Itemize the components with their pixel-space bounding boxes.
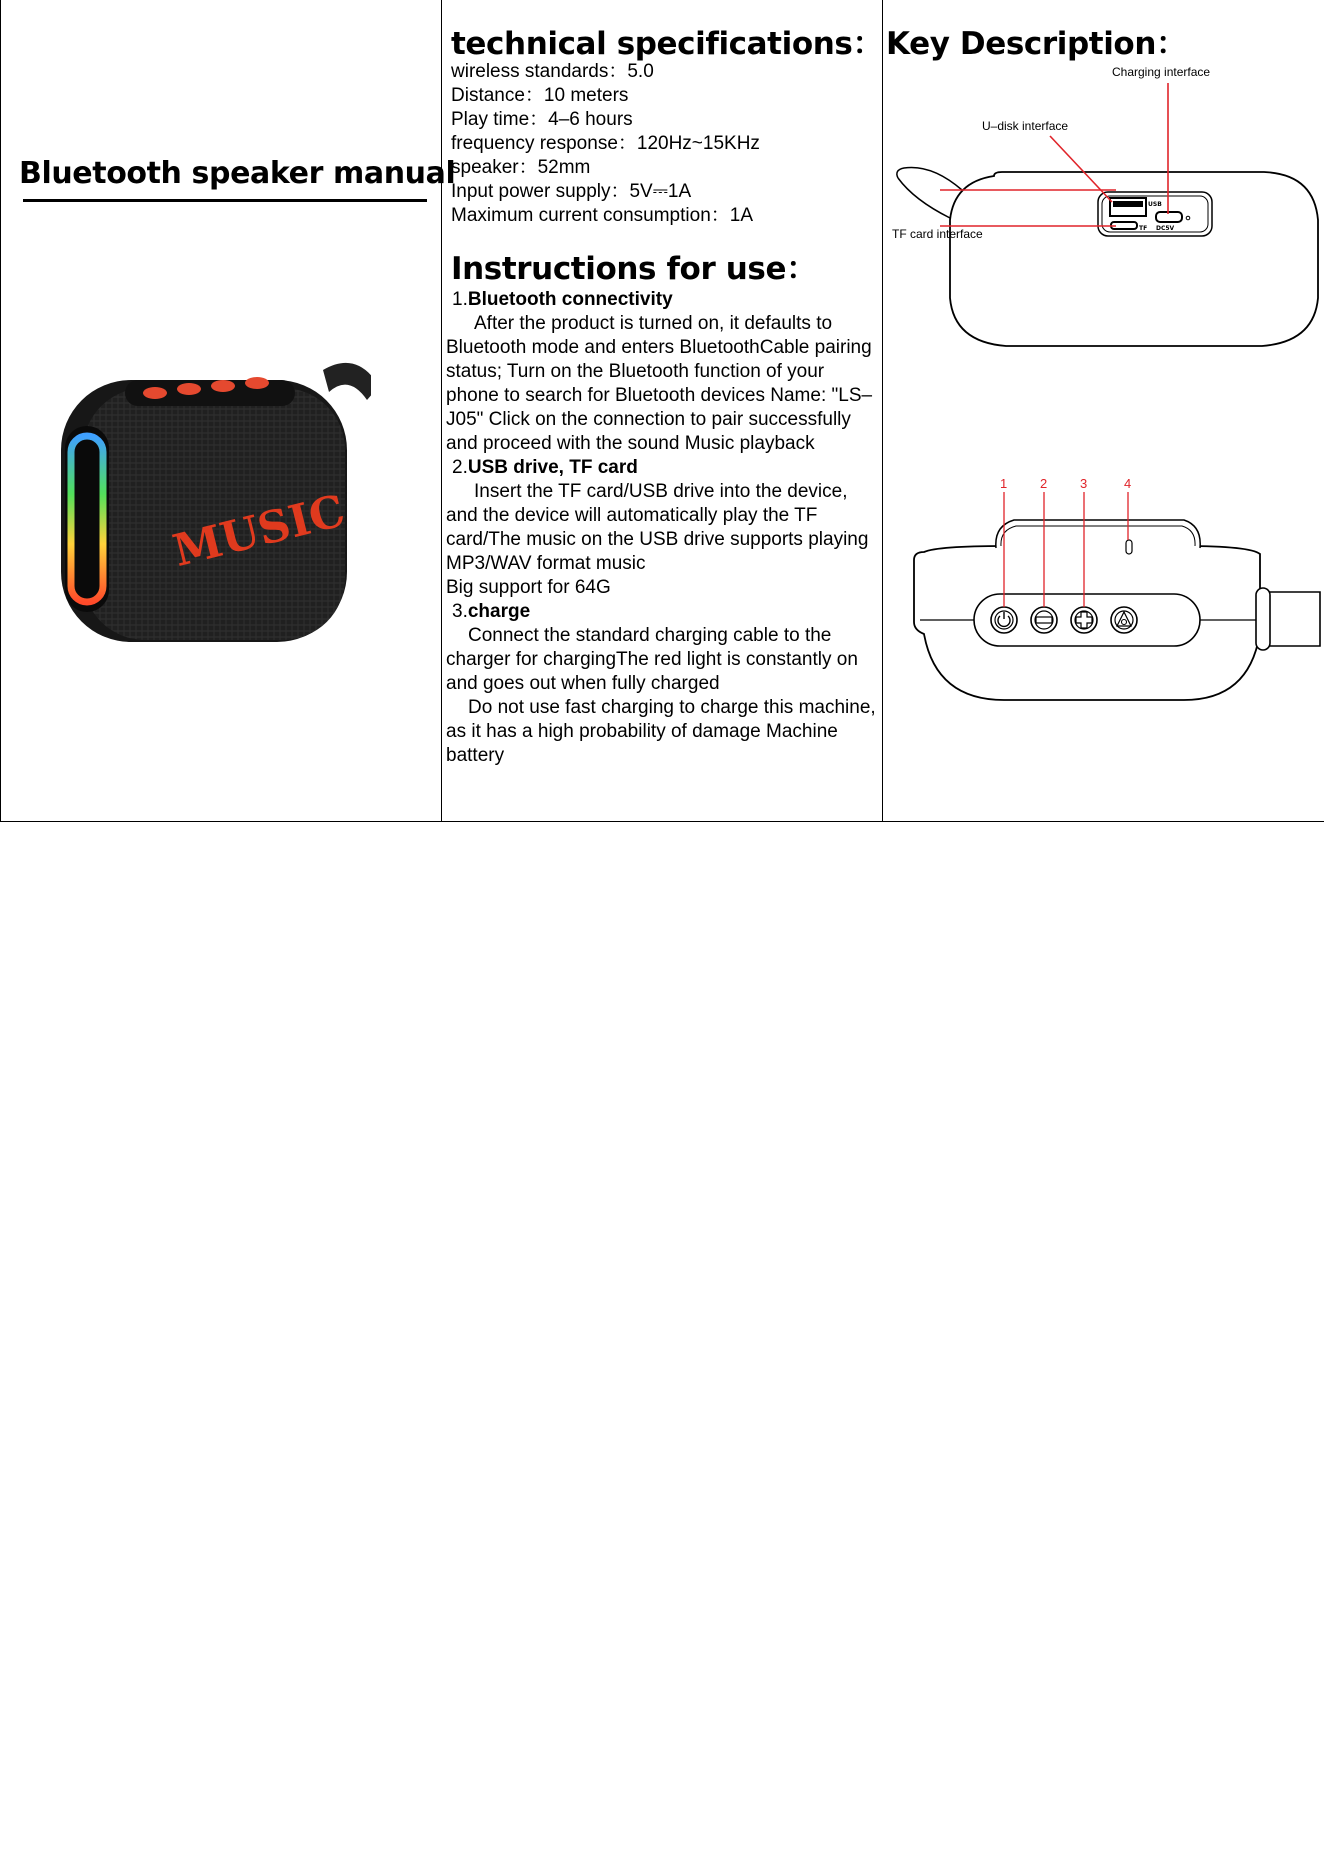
section-text-bluetooth: After the product is turned on, it defaults to Bluetooth mode and enters BluetoothCable pairing status; Turn on the Bluetooth function of your phone to search for Bluetooth devices Name: "LS–J05" Click on the connection to pair successfully and proceed with the sound Music playback [446,313,873,454]
section-title-bluetooth: 1.Bluetooth connectivity [452,289,673,310]
key-diagram [884,60,1322,760]
section-text-charge-1: Connect the standard charging cable to the charger for chargingThe red light is constantly on and goes out when fully charged [446,625,858,694]
charging-interface-label: Charging interface [1112,65,1211,79]
spec-item: Input power supply：5V⎓1A [451,181,692,202]
u-disk-interface-label: U–disk interface [982,119,1069,133]
svg-text:TF: TF [1139,225,1148,232]
top-button [245,377,269,389]
tf-card-interface-label: TF card interface [892,227,983,241]
section-text-usb: Insert the TF card/USB drive into the device, and the device will automatically play the TF card/The music on the USB drive supports playing MP3/WAV format music [446,481,869,574]
left-column [0,0,456,821]
mode-icon [1111,607,1137,633]
power-icon [991,607,1017,633]
top-button [143,387,167,399]
top-buttons-diagram [914,476,1320,700]
top-button [211,380,235,392]
manual-sheet [0,0,1324,822]
button-number-1: 1 [1000,476,1008,491]
key-description-heading: Key Description： [886,26,1187,62]
spec-item: speaker：52mm [451,157,591,178]
top-button [177,383,201,395]
minus-icon [1031,607,1057,633]
section-text-charge-2: Do not use fast charging to charge this machine, as it has a high probability of damage Machine battery [446,697,876,766]
instructions-body [446,288,882,768]
back-panel-diagram [897,167,1318,346]
dc-port [1156,212,1182,222]
spec-item: frequency response：120Hz~15KHz [451,133,760,154]
button-number-2: 2 [1040,476,1048,491]
spec-item: wireless standards：5.0 [451,61,654,82]
button-number-4: 4 [1124,476,1132,491]
manual-title: Bluetooth speaker manual [19,156,456,191]
section-text-usb-extra: Big support for 64G [446,577,611,598]
speaker-product-image [61,340,371,650]
specs-heading: technical specifications： [451,26,884,62]
section-title-usb: 2.USB drive, TF card [452,457,638,478]
spec-item: Distance：10 meters [451,85,629,106]
button-number-3: 3 [1080,476,1088,491]
music-logo: MUSIC [168,485,350,578]
title-underline [23,199,427,202]
strap [323,363,371,400]
svg-text:DC5V: DC5V [1156,225,1175,232]
section-title-charge: 3.charge [452,601,531,622]
svg-text:USB: USB [1148,201,1162,208]
specs-list [451,60,760,228]
instructions-heading: Instructions for use： [451,251,817,287]
spec-item: Maximum current consumption：1A [451,205,753,226]
plus-icon [1071,607,1097,633]
spec-item: Play time：4–6 hours [451,109,633,130]
